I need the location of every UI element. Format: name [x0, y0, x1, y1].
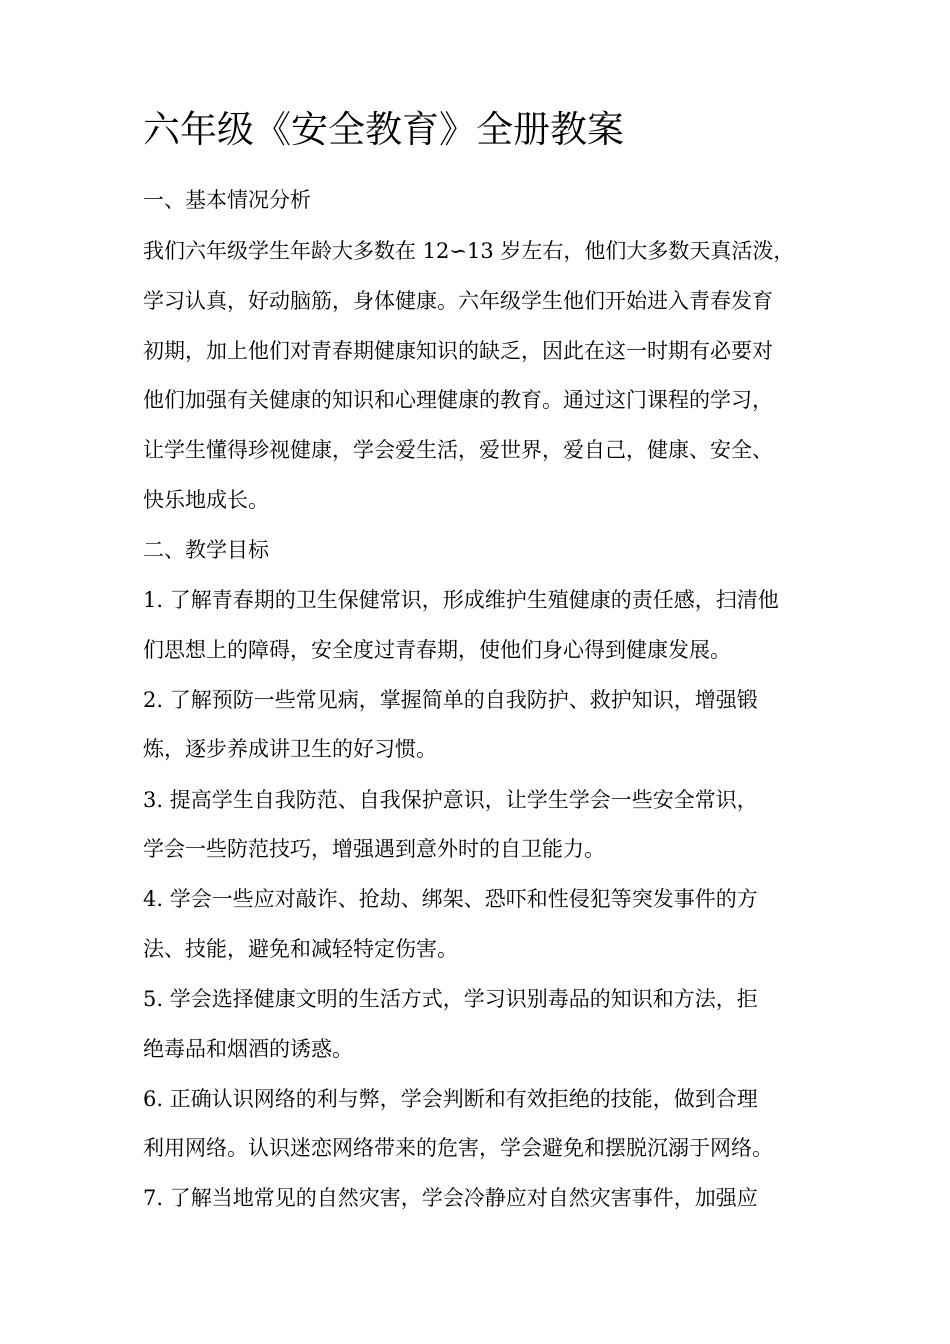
list-item-line: 炼，逐步养成讲卫生的好习惯。: [143, 737, 437, 761]
section-heading-basic-analysis: 一、基本情况分析: [143, 188, 311, 212]
paragraph-line: 他们加强有关健康的知识和心理健康的教育。通过这门课程的学习，: [143, 388, 773, 412]
list-item-line: 5. 学会选择健康文明的生活方式，学习识别毒品的知识和方法，拒: [143, 987, 758, 1011]
section-heading-teaching-goals: 二、教学目标: [143, 538, 269, 562]
document-title: 六年级《安全教育》全册教案: [143, 108, 624, 151]
list-item-line: 绝毒品和烟酒的诱惑。: [143, 1037, 353, 1061]
list-item-line: 法、技能，避免和减轻特定伤害。: [143, 937, 458, 961]
list-item-line: 6. 正确认识网络的利与弊，学会判断和有效拒绝的技能，做到合理: [143, 1087, 758, 1111]
list-item-line: 利用网络。认识迷恋网络带来的危害，学会避免和摆脱沉溺于网络。: [143, 1136, 773, 1160]
paragraph-line: 让学生懂得珍视健康，学会爱生活，爱世界，爱自己，健康、安全、: [143, 438, 773, 462]
list-item-line: 1. 了解青春期的卫生保健常识，形成维护生殖健康的责任感，扫清他: [143, 588, 779, 612]
list-item-line: 3. 提高学生自我防范、自我保护意识，让学生学会一些安全常识，: [143, 788, 758, 812]
list-item-line: 们思想上的障碍，安全度过青春期，使他们身心得到健康发展。: [143, 638, 731, 662]
list-item-line: 2. 了解预防一些常见病，掌握简单的自我防护、救护知识，增强锻: [143, 688, 758, 712]
paragraph-line: 初期，加上他们对青春期健康知识的缺乏，因此在这一时期有必要对: [143, 339, 773, 363]
paragraph-line: 我们六年级学生年龄大多数在 12∽13 岁左右，他们大多数天真活泼，: [143, 239, 795, 263]
list-item-line: 4. 学会一些应对敲诈、抢劫、绑架、恐吓和性侵犯等突发事件的方: [143, 887, 758, 911]
list-item-line: 7. 了解当地常见的自然灾害，学会冷静应对自然灾害事件，加强应: [143, 1186, 758, 1210]
paragraph-line: 快乐地成长。: [143, 488, 269, 512]
paragraph-line: 学习认真，好动脑筋，身体健康。六年级学生他们开始进入青春发育: [143, 289, 773, 313]
list-item-line: 学会一些防范技巧，增强遇到意外时的自卫能力。: [143, 837, 605, 861]
